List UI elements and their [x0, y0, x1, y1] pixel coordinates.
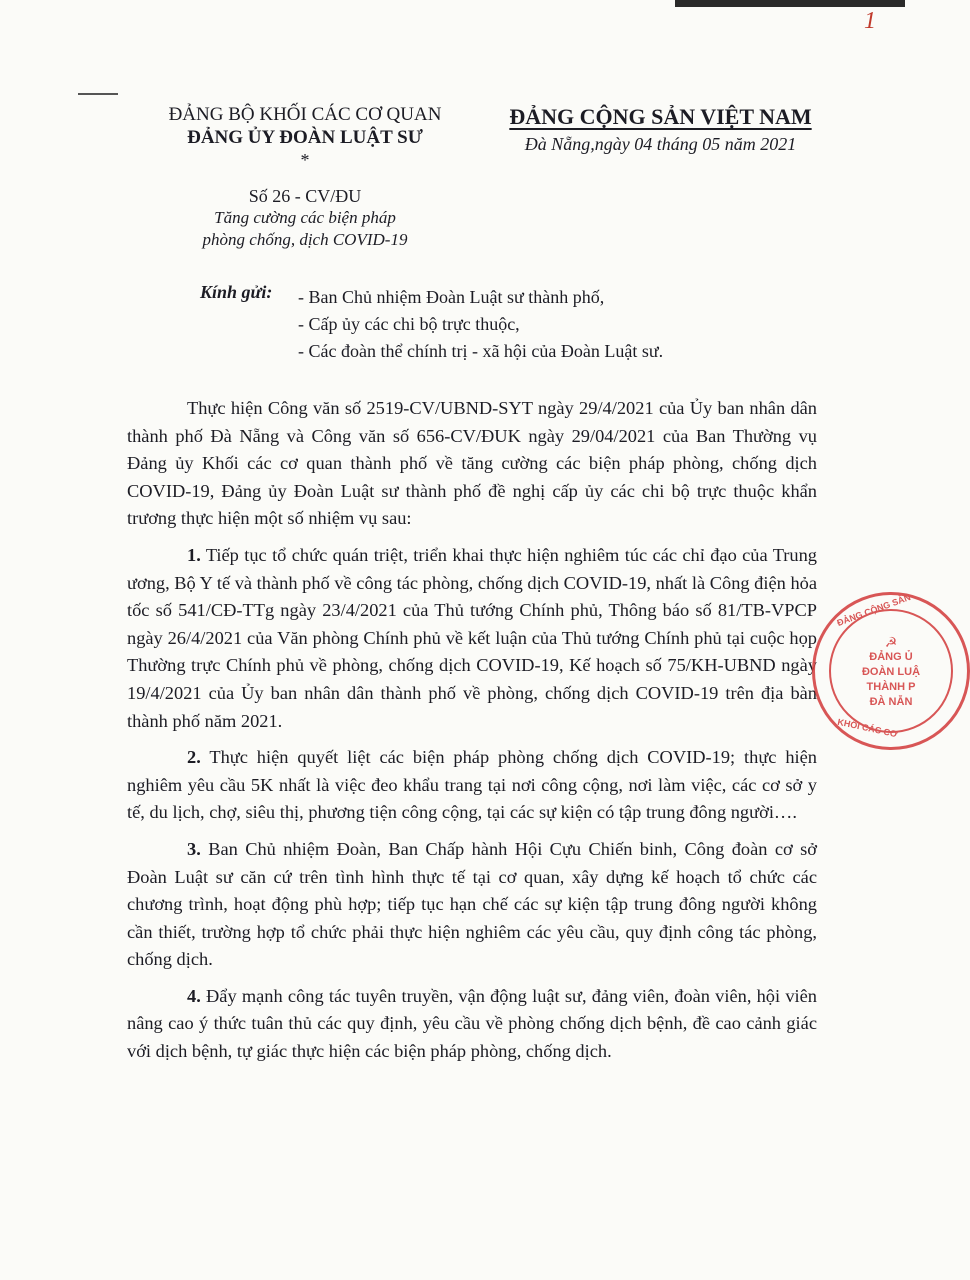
task-number: 4. — [187, 985, 201, 1006]
top-scan-edge — [675, 0, 905, 7]
parent-organization: ĐẢNG BỘ KHỐI CÁC CƠ QUAN — [168, 104, 442, 125]
seal-ring-text-bottom: KHỐI CÁC CƠ — [836, 716, 899, 740]
header-left — [140, 104, 470, 250]
recipients-list — [298, 284, 663, 365]
hammer-sickle-icon: ☭ — [884, 634, 898, 650]
task-text: Tiếp tục tổ chức quán triệt, triển khai thực hiện nghiêm túc các chỉ đạo của Trung ương, Bộ Y tế và thành phố về công tác phòng, chống dịch COVID-19, nhất là Công điện hỏa tốc số 541/CĐ-TTg ngày 23/4/2021 của Thủ tướng Chính phủ, Thông báo số 81/TB-VPCP ngày 26/4/2021 của Văn phòng Chính phủ về kết luận của Thủ tướng Chính phủ tại cuộc họp Thường trực Chính phủ về phòng, chống dịch COVID-19, Kế hoạch số 75/KH-UBND ngày 19/4/2021 của Ủy ban nhân dân thành phố về phòng, chống dịch COVID-19 trên địa bàn thành phố năm 2021. — [127, 544, 817, 731]
organization-name: ĐẢNG ỦY ĐOÀN LUẬT SƯ — [187, 126, 423, 148]
seal-line: ĐẢNG Ủ — [869, 651, 913, 663]
task-item-1 — [127, 542, 817, 735]
task-text: Đẩy mạnh công tác tuyên truyền, vận động luật sư, đảng viên, đoàn viên, hội viên nâng cao ý thức tuân thủ các quy định, yêu cầu về phòng chống dịch bệnh, đề cao cảnh giác với dịch bệnh, tự giác thực hiện các biện pháp phòng, chống dịch. — [127, 985, 817, 1062]
official-seal — [812, 592, 970, 750]
task-text: Ban Chủ nhiệm Đoàn, Ban Chấp hành Hội Cựu Chiến binh, Công đoàn cơ sở Đoàn Luật sư căn cứ trên tình hình thực tế tại cơ quan, xây dựng kế hoạch tổ chức các chương trình, hoạt động phù hợp; tiếp tục hạn chế các sự kiện tập trung đông người không cần thiết, trường hợp tổ chức phải thực hiện nghiêm các yêu cầu, quy định công tác phòng, chống dịch. — [127, 838, 817, 970]
document-subject-line-2: phòng chống, dịch COVID-19 — [202, 229, 408, 249]
header-right — [488, 104, 833, 156]
intro-paragraph: Thực hiện Công văn số 2519-CV/UBND-SYT ngày 29/4/2021 của Ủy ban nhân dân thành phố Đà Nẵng và Công văn số 656-CV/ĐUK ngày 29/04/2021 của Ban Thường vụ Đảng ủy Khối các cơ quan thành phố về tăng cường các biện pháp phòng, chống dịch COVID-19, Đảng ủy Đoàn Luật sư thành phố đề nghị cấp ủy các chi bộ trực thuộc khẩn trương thực hiện một số nhiệm vụ sau: — [127, 398, 817, 529]
document-date: Đà Nẵng,ngày 04 tháng 05 năm 2021 — [524, 134, 797, 155]
seal-line: ĐOÀN LUẬ — [861, 666, 921, 678]
document-body — [127, 395, 817, 1075]
star-separator: * — [300, 149, 310, 170]
recipient-item: - Cấp ủy các chi bộ trực thuộc, — [298, 314, 520, 334]
recipient-item: - Các đoàn thể chính trị - xã hội của Đoàn Luật sư. — [298, 341, 664, 361]
task-number: 3. — [187, 838, 201, 859]
document-subject-line-1: Tăng cường các biện pháp — [214, 208, 396, 228]
task-number: 1. — [187, 544, 201, 565]
task-item-4 — [127, 983, 817, 1066]
margin-mark — [78, 93, 118, 95]
task-number: 2. — [187, 747, 201, 768]
page-mark: 1 — [864, 8, 876, 34]
task-item-3 — [127, 836, 817, 974]
recipients-label: Kính gửi: — [200, 282, 273, 302]
task-item-2 — [127, 744, 817, 827]
seal-ring-text-top: ĐẢNG CỘNG SẢN — [835, 592, 912, 628]
seal-line: ĐÀ NẴN — [869, 696, 913, 708]
recipient-item: - Ban Chủ nhiệm Đoàn Luật sư thành phố, — [298, 287, 605, 307]
seal-line: THÀNH P — [866, 681, 916, 693]
task-text: Thực hiện quyết liệt các biện pháp phòng chống dịch COVID-19; thực hiện nghiêm yêu cầu 5K nhất là việc đeo khẩu trang tại nơi công cộng, nơi làm việc, các cơ sở y tế, du lịch, chợ, siêu thị, phương tiện công cộng, tại các sự kiện có tập trung đông người…. — [127, 747, 818, 823]
document-number: Số 26 - CV/ĐU — [248, 185, 362, 206]
national-title: ĐẢNG CỘNG SẢN VIỆT NAM — [509, 104, 812, 129]
seal-center-text — [841, 635, 941, 710]
